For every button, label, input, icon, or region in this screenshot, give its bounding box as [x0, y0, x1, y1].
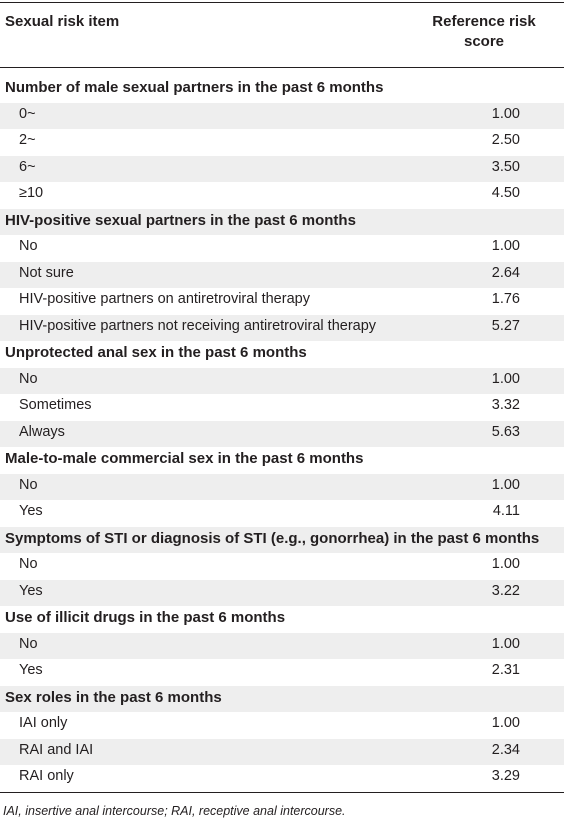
item-score: 1.00 [491, 370, 520, 387]
item-score: 3.22 [491, 582, 520, 599]
bottom-rule [0, 792, 564, 793]
item-label: Yes [19, 662, 43, 678]
item-score: 4.50 [491, 185, 520, 201]
item-label: 0~ [19, 105, 36, 122]
header-score-line2: score [463, 33, 505, 50]
item-label: No [19, 476, 38, 493]
item-label: ≥10 [19, 185, 44, 201]
item-label: HIV-positive partners not receiving antiretroviral therapy [19, 317, 377, 334]
item-score: 1.00 [491, 238, 520, 254]
section-title: Sex roles in the past 6 months [5, 688, 222, 706]
item-label: No [19, 556, 38, 572]
table-row [0, 394, 564, 421]
table-row [0, 182, 564, 209]
item-score: 2.31 [491, 662, 520, 678]
table-row [0, 474, 564, 501]
table-row [0, 712, 564, 739]
table-row [0, 633, 564, 660]
item-label: No [19, 635, 38, 652]
section-title: Number of male sexual partners in the past 6 months [5, 79, 384, 96]
section-title: Symptoms of STI or diagnosis of STI (e.g., gonorrhea) in the past 6 months [5, 529, 540, 547]
table-row [0, 659, 564, 686]
header-rule [0, 67, 564, 68]
table-row [0, 288, 564, 315]
table-row [0, 235, 564, 262]
item-label: Yes [19, 503, 43, 519]
item-score: 4.11 [492, 503, 520, 519]
table-row [0, 129, 564, 156]
table-row [0, 262, 564, 289]
item-score: 1.00 [491, 476, 520, 493]
table-body [0, 76, 564, 792]
table-row [0, 421, 564, 448]
item-score: 1.00 [491, 635, 520, 652]
item-score: 5.63 [491, 423, 520, 440]
item-score: 1.00 [491, 556, 520, 572]
header-score-line1: Reference risk [432, 13, 536, 30]
section-header-row [0, 527, 564, 554]
item-score: 3.29 [491, 768, 520, 784]
item-label: 6~ [19, 158, 36, 175]
item-label: RAI and IAI [19, 741, 94, 758]
section-header-row [0, 341, 564, 368]
item-label: RAI only [19, 768, 74, 784]
table-row [0, 739, 564, 766]
item-label: No [19, 238, 38, 254]
item-label: IAI only [19, 715, 68, 731]
item-score: 1.00 [491, 105, 520, 122]
table-row [0, 368, 564, 395]
table-row [0, 580, 564, 607]
section-title: HIV-positive sexual partners in the past 6 months [5, 211, 356, 229]
item-score: 2.50 [491, 132, 520, 148]
section-title: Use of illicit drugs in the past 6 months [5, 609, 286, 626]
section-header-row [0, 76, 564, 103]
item-score: 5.27 [491, 317, 520, 334]
item-label: 2~ [19, 132, 36, 148]
item-label: Always [19, 423, 65, 440]
item-score: 2.64 [491, 264, 520, 281]
item-label: Not sure [19, 264, 74, 281]
item-score: 3.32 [491, 397, 520, 413]
item-label: Yes [19, 582, 43, 599]
table-row [0, 765, 564, 792]
table-row [0, 315, 564, 342]
item-label: No [19, 370, 38, 387]
table-row [0, 156, 564, 183]
table-row [0, 103, 564, 130]
item-score: 2.34 [491, 741, 520, 758]
section-header-row [0, 606, 564, 633]
header-sexual-risk-item: Sexual risk item [5, 13, 120, 30]
table-row [0, 500, 564, 527]
item-score: 1.00 [491, 715, 520, 731]
section-title: Unprotected anal sex in the past 6 months [5, 344, 307, 361]
section-title: Male-to-male commercial sex in the past 6 months [5, 450, 364, 467]
section-header-row [0, 686, 564, 713]
item-label: HIV-positive partners on antiretroviral therapy [19, 291, 310, 307]
section-header-row [0, 209, 564, 236]
item-label: Sometimes [19, 397, 92, 413]
top-rule [0, 2, 564, 3]
item-score: 1.76 [491, 291, 520, 307]
item-score: 3.50 [491, 158, 520, 175]
table-footnote: IAI, insertive anal intercourse; RAI, receptive anal intercourse. [3, 804, 346, 818]
table-row [0, 553, 564, 580]
header-reference-risk-score [410, 12, 558, 52]
section-header-row [0, 447, 564, 474]
